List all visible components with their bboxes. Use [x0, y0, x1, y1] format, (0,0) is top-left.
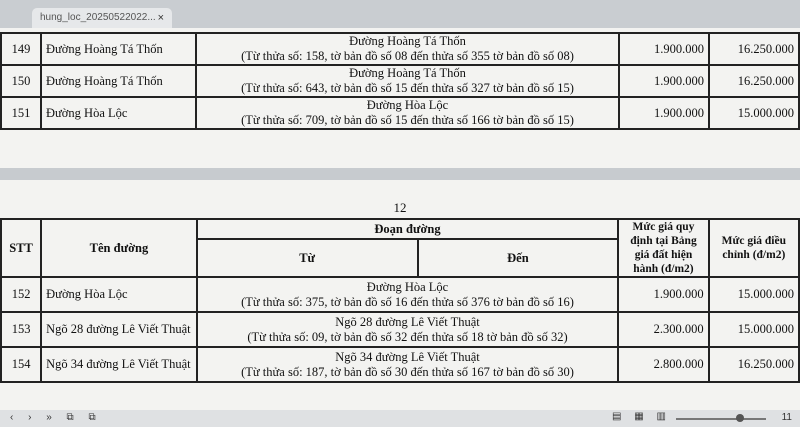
row-stt: 150 [1, 65, 41, 97]
row-street-name: Ngõ 34 đường Lê Viết Thuật [41, 347, 197, 382]
row-price: 1.900.000 [619, 97, 709, 129]
close-icon[interactable]: × [157, 12, 164, 24]
row-segment [197, 347, 619, 382]
segment-title: Ngõ 28 đường Lê Viết Thuật [335, 314, 480, 329]
segment-title: Đường Hoàng Tá Thốn [349, 66, 466, 80]
table-row [1, 33, 799, 65]
row-adjusted-price: 16.250.000 [709, 33, 799, 65]
page-separator [0, 168, 800, 180]
row-price: 2.800.000 [618, 347, 708, 382]
header-from: Từ [197, 239, 418, 277]
row-segment [197, 277, 619, 312]
row-street-name: Ngõ 28 đường Lê Viết Thuật [41, 312, 197, 347]
row-segment [196, 65, 619, 97]
view-mode-icons[interactable]: ▤ ▦ ▥ [612, 411, 671, 422]
page-top [0, 28, 800, 168]
segment-detail: (Từ thửa số: 643, tờ bản đồ số 15 đến thửa số 327 tờ bản đồ số 15) [241, 81, 574, 95]
row-adjusted-price: 15.000.000 [709, 277, 799, 312]
row-stt: 151 [1, 97, 41, 129]
navigation-controls[interactable]: ‹ › » ⧉ ⧉ [10, 412, 102, 423]
row-segment [196, 33, 619, 65]
row-stt: 152 [1, 277, 41, 312]
tab-bar [0, 0, 800, 28]
price-table [0, 218, 800, 383]
zoom-slider-knob[interactable] [736, 414, 744, 422]
segment-title: Đường Hoàng Tá Thốn [349, 34, 466, 48]
row-adjusted-price: 15.000.000 [709, 97, 799, 129]
segment-detail: (Từ thửa số: 187, tờ bản đồ số 30 đến thửa số 167 tờ bản đồ số 30) [241, 364, 574, 379]
row-price: 1.900.000 [619, 33, 709, 65]
header-stt: STT [1, 219, 41, 277]
status-bar [0, 410, 800, 427]
page-number: 12 [393, 200, 407, 215]
row-adjusted-price: 15.000.000 [709, 312, 799, 347]
header-segment: Đoạn đường [197, 219, 619, 239]
row-adjusted-price: 16.250.000 [709, 65, 799, 97]
header-adjusted: Mức giá điều chỉnh (đ/m2) [709, 219, 799, 277]
segment-detail: (Từ thửa số: 09, tờ bản đồ số 32 đến thửa số 18 tờ bản đồ số 32) [247, 329, 568, 344]
page-12 [0, 180, 800, 410]
row-street-name: Đường Hoàng Tá Thốn [41, 33, 196, 65]
row-price: 2.300.000 [618, 312, 708, 347]
table-row [1, 312, 799, 347]
row-segment [196, 97, 619, 129]
segment-title: Ngõ 34 đường Lê Viết Thuật [335, 349, 480, 364]
row-stt: 153 [1, 312, 41, 347]
segment-detail: (Từ thửa số: 375, tờ bản đồ số 16 đến thửa số 376 tờ bản đồ số 16) [241, 294, 574, 309]
row-segment [197, 312, 619, 347]
row-street-name: Đường Hòa Lộc [41, 97, 196, 129]
header-to: Đến [418, 239, 619, 277]
header-price: Mức giá quy định tại Bảng giá đất hiện hành (đ/m2) [618, 219, 708, 277]
row-price: 1.900.000 [619, 65, 709, 97]
zoom-level: 11 [781, 412, 792, 423]
row-stt: 154 [1, 347, 41, 382]
price-table-continued [0, 32, 800, 130]
row-stt: 149 [1, 33, 41, 65]
header-name: Tên đường [41, 219, 197, 277]
segment-detail: (Từ thửa số: 158, tờ bản đồ số 08 đến thửa số 355 tờ bản đồ số 08) [241, 49, 574, 63]
table-row [1, 97, 799, 129]
segment-title: Đường Hòa Lộc [366, 98, 449, 112]
table-row [1, 347, 799, 382]
segment-title: Đường Hòa Lộc [366, 279, 449, 294]
document-tab[interactable] [32, 8, 172, 28]
table-row [1, 277, 799, 312]
table-row [1, 65, 799, 97]
tab-title: hung_loc_20250522022... [40, 12, 156, 23]
zoom-slider[interactable] [676, 418, 766, 420]
row-adjusted-price: 16.250.000 [709, 347, 799, 382]
row-street-name: Đường Hòa Lộc [41, 277, 197, 312]
row-price: 1.900.000 [618, 277, 708, 312]
segment-detail: (Từ thửa số: 709, tờ bản đồ số 15 đến thửa số 166 tờ bản đồ số 15) [241, 113, 574, 127]
row-street-name: Đường Hoàng Tá Thốn [41, 65, 196, 97]
